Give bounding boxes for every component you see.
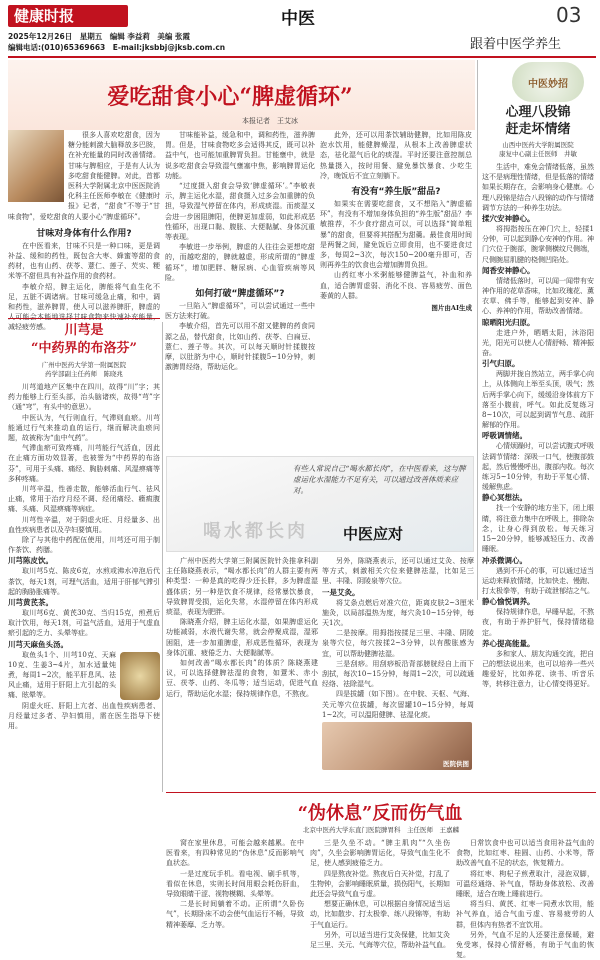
qixu-para: 三是久坐不动。“脾主肌肉”“久坐伤肉”，久坐会影响脾胃运化，导致气血生化不足，使人感到疲倦乏力。: [310, 839, 450, 868]
spleen-title: 爱吃甜食小心“脾虚循环”: [107, 84, 353, 110]
spleen-subhead-1: 甘味对身体有什么作用?: [36, 228, 132, 239]
spleen-subhead-3: 有没有“养生版”甜品?: [351, 187, 441, 198]
baduanjin-item: 冲杀微调心。: [482, 555, 527, 565]
spleen-para: 山药红枣小米粥能够健脾益气，补血和养血，适合脾胃虚弱、消化不良、容易疲劳、面色萎黄的人群。: [320, 271, 472, 300]
column-divider: [162, 322, 163, 792]
banner-para: 如何改善“喝水都长肉”的体质？陈晓燕建议，可以选择健脾祛湿的食物，如薏米、赤小豆、茯苓、山药、冬瓜等；适当运动，促进气血运行，帮助运化水湿；保持规律作息，不熬夜。: [166, 659, 318, 698]
qixu-col-2: [310, 838, 450, 948]
chuanxiong-title-line2: “中药界的布洛芬”: [31, 341, 137, 356]
chuanxiong-recipe: 川芎陈皮饮。: [8, 556, 53, 566]
baduanjin-source-line1: 山西中医药大学附属医院: [502, 141, 574, 149]
baduanjin-title-line2: 赶走坏情绪: [505, 122, 571, 137]
qixu-para: 日常饮食中也可以适当食用补益气血的食物，比如红枣、桂圆、山药、小米等，帮助改善气血不足的状态，恢复精力。: [456, 839, 594, 868]
baduanjin-para: 走进户外，晒晒太阳，沐浴阳光，阳光可以使人心情舒畅、精神振奋。: [482, 328, 594, 358]
chuanxiong-para: 川芎性辛温，对于阴虚火旺、月经量多、出血性疾病患者以及孕妇要慎用。: [8, 515, 160, 534]
baduanjin-para: 情绪低落时，可以闻一闻带有安神作用的花草香味，比如玫瑰花、薰衣草、佛手等，能够起到安神、静心、养神的作用，帮助改善情绪。: [482, 276, 594, 316]
qixu-para: 另外，气血不足的人还要注意保暖，避免受寒，保持心情舒畅，有助于气血的恢复。: [456, 930, 594, 960]
baduanjin-source-line2: 康复中心副主任医师 井敏: [499, 150, 577, 158]
banner-col-2: [322, 556, 474, 770]
banner-photo: [322, 722, 472, 770]
banner-para: 广州中医药大学第三附属医院针灸推拿科副主任陈晓燕表示，“喝水都长肉”的人群主要有两种类型：一种是真的吃得少还长胖，多为脾虚湿盛体质；另一种是饮食不规律，经常暴饮暴食，导致脾胃受损，运化失常，水湿停留在体内形成痰湿，表现为肥胖。: [166, 557, 318, 617]
qixu-source: 北京中医药大学东直门医院脾胃科 主任医师 王嘉麟: [303, 826, 459, 834]
spleen-para: 如果实在需要吃甜食，又不想陷入“脾虚循环”，有没有不增加身体负担的“养生版”甜品？李敏推荐，不少食疗甜点可以，可以选择“简单粗暴”的甜食，但要将其搭配为甜羹。最佳食用时间是两餐之间，避免饭后立即食用，也不要进食过多，每周2~3次，每次150~200毫升即可，否则再养生的饮食也会增加脾胃负担。: [320, 200, 472, 270]
chuanxiong-image: [120, 652, 160, 700]
chuanxiong-title-line1: 川芎是: [64, 323, 104, 338]
baduanjin-title: [482, 104, 594, 138]
chuanxiong-col: [8, 322, 160, 942]
masthead-logo: 健康时报: [8, 5, 128, 27]
qixu-para: 一是过度玩手机。看电视、刷手机等，看似在休息，实则长时间用眼会耗伤肝血，导致眼睛干涩、视物模糊、头晕等。: [166, 869, 304, 899]
qixu-col-3: [456, 838, 594, 960]
chuanxiong-para: 阴虚火旺、肝阳上亢者、出血性疾病患者、月经量过多者、孕妇慎用，需在医生指导下使用。: [8, 701, 160, 731]
banner-col-1: [166, 556, 318, 699]
spleen-para: 李敏进一步举例，脾虚的人往往会更想吃甜的，而越吃甜的，脾就越虚，形成所谓的“脾虚循环”，增加肥胖、糖尿病、心血管疾病等风险。: [165, 243, 315, 282]
qixu-para: 四是熬夜补觉。熬夜后白天补觉，打乱了生物钟，会影响睡眠质量，损伤阳气，长期如此还会导致气血亏虚。: [310, 869, 450, 899]
banner-quote: 有些人常说自己“喝水都长肉”，在中医看来，这与脾虚运化水湿能力不足有关，可以通过改善体质来应对。: [293, 464, 466, 495]
chuanxiong-para: 川芎辛温，性善走散，能够活血行气、祛风止痛，常用于治疗月经不调、经闭痛经、癥瘕腹痛、头痛、风湿痹痛等病症。: [8, 485, 160, 514]
chuanxiong-source: [8, 361, 160, 379]
header-rule: [8, 56, 596, 58]
spleen-para: 此外，还可以用茶饮辅助健脾，比如用陈皮泡水饮用，能健脾燥湿，从根本上改善脾虚状态，祛化湿气后化的痰湿。平时还要注意控制总热量摄入，按时用餐、避免暴饮暴食、少吃生冷，晚饭后不宜立刻躺下。: [320, 131, 472, 180]
banner-para: 四是拔罐（如下图）。在中脘、天枢、气海、关元等穴位拔罐，每次留罐10~15分钟，每周1~2次，可以温阳健脾、祛湿化痰。: [322, 690, 474, 719]
banner-para: 三是刮痧。用刮痧板沿背部膀胱经自上而下刮拭，每次10~15分钟，每周1~2次，可以疏通经络、祛除湿气。: [322, 659, 474, 689]
badge-label: 中医妙招: [528, 78, 568, 90]
qixu-title: “伪休息”反而伤气血: [297, 803, 463, 824]
baduanjin-item: 养心提高能量。: [482, 638, 535, 648]
banner-item: 一是艾灸。: [322, 587, 360, 597]
qixu-para: 将当归、黄芪、红枣一同煮水饮用，能补气养血，适合气血亏虚、容易疲劳的人群，但体内有热者不宜饮用。: [456, 900, 594, 929]
issue-info: [8, 31, 225, 53]
qixu-para: 另外，可以适当进行艾灸保健，比如艾灸足三里、关元、气海等穴位，帮助补益气血。: [310, 930, 450, 950]
baduanjin-para: 心情烦躁时，可以尝试腹式呼吸法调节情绪：深吸一口气，使腹部鼓起，然后慢慢呼出，腹部内收。每次练习5~10分钟，有助于平复心情、缓解焦虑。: [482, 442, 594, 492]
chuanxiong-recipe: 川芎黄芪茶。: [8, 598, 53, 608]
spleen-para: 甘味能补益，缓急和中，调和药性，滋养脾胃。但是，甘味食物吃多会适得其反，既可以补益中气，也可能加重脾胃负担。甘能壅中，就是说多吃甜食会导致湿气壅塞中焦，影响脾胃运化功能。: [165, 131, 315, 180]
page-number: 03: [556, 3, 582, 27]
baduanjin-item: 晾晒阳光归原。: [482, 317, 535, 327]
qixu-para: 想要正确休息，可以根据自身情况适当运动，比如散步、打太极拳、练八段锦等，有助于气血运行。: [310, 900, 450, 929]
spleen-byline: 本报记者 王艾冰: [242, 117, 298, 125]
banner-big-text: 喝水都长肉: [203, 521, 308, 542]
chuanxiong-recipe: 川芎天麻鱼头汤。: [8, 639, 68, 649]
qixu-col-1: [166, 838, 304, 948]
badge-icon: [512, 62, 584, 102]
baduanjin-para: 找一个安静的地方坐下，闭上眼睛，将注意力集中在呼吸上，排除杂念，让身心得到放松。每天练习15~20分钟，能够减轻压力、改善睡眠。: [482, 504, 594, 554]
chuanxiong-source-line2: 药学部副主任药师 陈晓兆: [45, 370, 123, 378]
spleen-credit: 图片由AI生成: [431, 304, 472, 313]
spleen-lead: 很多人喜欢吃甜食，因为糖分能刺激大脑释放多巴胺，在补充能量的同时改善情绪。甘味与脾相应，于是有人认为多吃甜食能健脾。对此，首都医科大学附属北京中医医院消化科主任医师李敏在《健康时报》记者，“甜食”不等于“甘味食物”，爱吃甜食的人要小心“脾虚循环”。: [8, 131, 160, 221]
baduanjin-item: 静心冥想法。: [482, 493, 527, 503]
baduanjin-title-line1: 心理八段锦: [505, 105, 571, 120]
spleen-para: 在中医看来，甘味不只是一种口味，更是调补益、缓和的药性，既包含大枣、蜂蜜等甜的食药材，也有山药、茯苓、薏仁、莲子、芡实、粳米等不甜但具有补益作用的食药材。: [8, 241, 160, 281]
issue-info-line1: 2025年12月26日 星期五 编辑 李益莉 美编 张霞: [8, 32, 190, 41]
baduanjin-item: 揉穴安神静心。: [482, 214, 535, 224]
spleen-col-2: [165, 130, 315, 372]
baduanjin-item: 呼吸调情绪。: [482, 431, 527, 441]
baduanjin-para: 遇到不开心的事，可以通过适当运动来释放情绪，比如快走、慢跑、打太极拳等，有助于疏泄郁结之气。: [482, 566, 594, 595]
chuanxiong-title: [8, 322, 160, 358]
column-divider: [477, 60, 478, 600]
spleen-subhead-2: 如何打破“脾虚循环”?: [195, 289, 285, 300]
banner-para: 将艾条点燃后对准穴位，距离皮肤2~3厘米施灸，以局部温热为度，每穴灸10~15分钟，每天1次。: [322, 598, 474, 628]
banner-title: 中医应对: [343, 525, 404, 543]
section-name: 中医: [281, 9, 315, 29]
section-divider: [8, 318, 160, 319]
spleen-para: “过度摄入甜食会导致‘脾虚循环’。”李敏表示，脾主运化水湿，甜食摄入过多会加重脾的负担，导致湿气停留在体内，形成痰湿。而痰湿又会进一步困阻脾阳，使脾更加虚弱，如此形成恶性循环，出现口黏、腹胀、大便黏腻、身体沉重等表现。: [165, 182, 315, 242]
chuanxiong-para: 中医认为，气行则血行，气滞则血瘀。川芎能通过行气来推动血的运行，继而解决血瘀问题，故被称为“血中气药”。: [8, 413, 160, 443]
spleen-col-3: [320, 130, 472, 312]
baduanjin-para: 保持规律作息，早睡早起，不熬夜，有助于养护肝气，保持情绪稳定。: [482, 608, 594, 637]
chuanxiong-para: 取川芎6克、黄芪30克、当归15克，煎煮后取汁饮用，每天1剂，可益气活血，适用于气虚血瘀引起的乏力、头晕等症。: [8, 609, 160, 638]
chuanxiong-para: 取鱼头1个、川芎10克、天麻10克、生姜3~4片，加水适量炖煮，每周1~2次，能平肝息风、祛风止痛，适用于肝阳上亢引起的头痛、眩晕等。: [8, 650, 116, 700]
qixu-para: 窝在家里休息，可能会越来越累。在中医看来，有四种常见的“伪休息”反而影响气血状态。: [166, 839, 304, 868]
baduanjin-item: 闻香安神静心。: [482, 265, 535, 275]
chuanxiong-para: 气滞血瘀可致疼痛，川芎能行气活血，因此在止痛方面功效显著，也被誉为“中药界的布洛芬”，可用于头痛、痛经、胸胁刺痛、风湿痹痛等多种疼痛。: [8, 444, 160, 483]
baduanjin-item: 静心愉悦调养。: [482, 597, 535, 607]
baduanjin-para: 两脚并拢自然站立，两手掌心向上，从体侧向上举至头顶，吸气；然后两手掌心向下，缓缓沿身体前方下落至小腹前，呼气。如此反复练习8~10次，可以起到调节气息、疏肝解郁的作用。: [482, 370, 594, 430]
chuanxiong-para: 取川芎5克、陈皮6克，水煎或沸水冲泡后代茶饮，每天1剂，可理气活血，适用于肝郁气滞引起的胸胁胀痛等。: [8, 567, 160, 596]
baduanjin-para: 生活中，难免会情绪低落，虽然这不是病理性情绪，但是低落的情绪如果长期存在，会影响身心健康。心理八段锦是结合八段锦的动作与情绪调节方法的一种养生功法。: [482, 163, 594, 212]
qixu-para: 将红枣、枸杞子煎煮取汁，浸泡双脚，可温经通络、补气血，帮助身体放松、改善睡眠，适合在晚上睡前进行。: [456, 869, 594, 899]
spleen-para: 一旦陷入“脾虚循环”，可以尝试通过一些中医方法来打破。: [165, 302, 315, 321]
spleen-col-1: [8, 130, 160, 333]
section-divider: [166, 792, 596, 793]
chuanxiong-para: 除了与其他中药配伍使用，川芎还可用于制作茶饮、药膳。: [8, 536, 160, 555]
baduanjin-para: 多和家人、朋友沟通交流，把自己的想法说出来，也可以培养一些兴趣爱好，比如养花、读书、听音乐等，转移注意力，让心情变得更好。: [482, 649, 594, 689]
banner-para: 二是按摩。用拇指按揉足三里、丰隆、阴陵泉等穴位，每穴按揉2~3分钟，以有酸胀感为宜，可以帮助健脾祛湿。: [322, 629, 474, 658]
column-title: 跟着中医学养生: [470, 37, 562, 52]
baduanjin-item: 引气归原。: [482, 359, 520, 369]
baduanjin-para: 将拇指按压在神门穴上，轻揉1分钟，可以起到静心安神的作用。神门穴位于腕部，腕掌侧横纹尺侧端，尺侧腕屈肌腱的桡侧凹陷处。: [482, 225, 594, 264]
banner-credit: 医院供图: [443, 760, 469, 769]
banner-para: 另外，陈晓燕表示，还可以通过艾灸、按摩等方式，刺激相关穴位来健脾祛湿，比如足三里、丰隆、阴陵泉等穴位。: [322, 557, 474, 586]
qixu-para: 二是长时间躺着不动。正所谓“久卧伤气”，长期卧床不动会使气血运行不畅，导致精神萎靡、乏力等。: [166, 900, 304, 929]
baduanjin-col: [482, 104, 594, 690]
banner-para: 陈晓燕介绍，脾主运化水湿，如果脾虚运化功能减弱，水液代谢失常，就会停聚成湿，湿邪困阻，进一步加重脾虚，形成恶性循环，表现为身体沉重、疲倦乏力、大便黏腻等。: [166, 618, 318, 657]
spleen-para: 李敏介绍，脾主运化，脾能将气血生化不足，五脏不调诸病。甘味可缓急止痛，和中，调和药性，滋养脾胃，使人可以滋养脾肝，脾虚的 减轻疲劳感。: [8, 282, 160, 332]
baduanjin-source: [482, 141, 594, 159]
banner-image: [166, 456, 474, 552]
issue-info-line2: 编辑电话:(010)65369663 E-mail:jksbbj@jksb.com.cn: [8, 43, 226, 52]
chuanxiong-para: 川芎道地产区集中在四川，故得“川”字；其药力能够上行至头部，治头脑诸疾，故得“芎”字（通“穹”，有头中的意思）。: [8, 383, 160, 412]
chuanxiong-source-line1: 广州中医药大学第一附属医院: [41, 361, 127, 369]
spleen-lead-image: [8, 130, 64, 202]
spleen-para: 李敏介绍，首先可以用不甜又健脾的药食同源之品，替代甜食，比如山药、茯苓、白扁豆、薏仁、莲子等。其次，可以每天顺时针揉腹按摩，以肚脐为中心，顺时针揉腹5~10分钟，刺激脾胃经络，帮助运化。: [165, 322, 315, 372]
